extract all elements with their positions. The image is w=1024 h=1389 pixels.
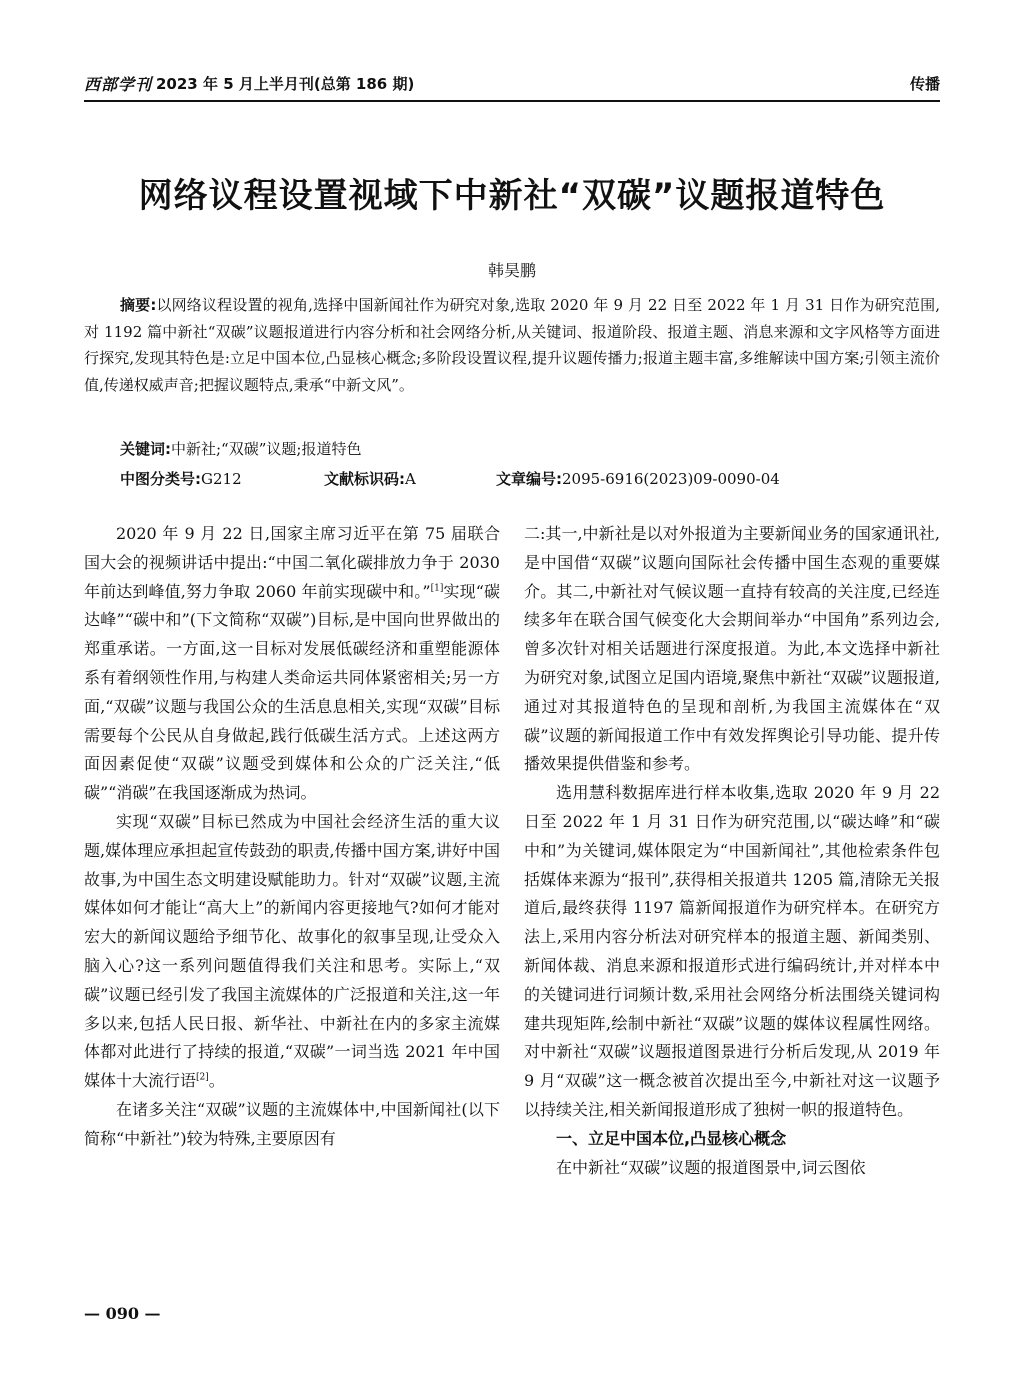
article-number [496, 468, 780, 489]
keywords-label: 关键词: [120, 440, 171, 458]
art-label: 文章编号: [496, 470, 562, 488]
journal-masthead: 西部学刊 [84, 75, 153, 94]
clc-number [120, 468, 242, 489]
citation-ref: [2] [196, 1072, 209, 1083]
paragraph: 在中新社“双碳”议题的报道图景中,词云图依 [556, 1157, 866, 1177]
paragraph [84, 808, 500, 1096]
abstract [84, 292, 940, 398]
paragraph: 选用慧科数据库进行样本收集,选取 2020 年 9 月 22 日至 2022 年 1 月 31 日作为研究范围,以“碳达峰”和“碳中和”为关键词,媒体限定为“中国新闻社”,其他检索条件包括媒体来源为“报刊”,获得相关报道共 1205 篇,清除无关报道后,最终获得 1197 篇新闻报道作为研究样本。在研究方法上,采用内容分析法对研究样本的报道主题、新闻类别、新闻体裁、消息来源和报道形式进行编码统计,并对样本中的关键词进行词频计数,采用社会网络分析法围绕关键词构建共现矩阵,绘制中新社“双碳”议题的媒体议程属性网络。对中新社“双碳”议题报道图景进行分析后发现,从 2019 年 9 月“双碳”这一概念被首次提出至今,中新社对这一议题予以持续关注,相关新闻报道形成了独树一帜的报道特色。 [524, 783, 940, 1119]
article-title: 网络议程设置视域下中新社“双碳”议题报道特色 [138, 176, 886, 216]
paragraph-text: 实现“碳达峰”“碳中和”(下文简称“双碳”)目标,是中国向世界做出的郑重承诺。一方面,这一目标对发展低碳经济和重塑能源体系有着纲领性作用,与构建人类命运共同体紧密相关;另一方面,“双碳”议题与我国公众的生活息息相关,实现“双碳”目标需要每个公民从自身做起,践行低碳生活方式。上述这两方面因素促使“双碳”议题受到媒体和公众的广泛关注,“低碳”“消碳”在我国逐渐成为热词。 [84, 581, 500, 803]
author-name: 韩昊鹏 [487, 261, 536, 280]
paragraph [84, 520, 500, 808]
clc-value: G212 [201, 470, 242, 488]
section-name: 传播 [909, 75, 940, 93]
header-rule [84, 100, 940, 102]
abstract-text: 以网络议程设置的视角,选择中国新闻社作为研究对象,选取 2020 年 9 月 22 日至 2022 年 1 月 31 日作为研究范围,对 1192 篇中新社“双碳”议题报道进行内容分析和社会网络分析,从关键词、报道阶段、报道主题、消息来源和文字风格等方面进行探究,发现其特色是:立足中国本位,凸显核心概念;多阶段设置议程,提升议题传播力;报道主题丰富,多维解读中国方案;引领主流价值,传递权威声音;把握议题特点,秉承“中新文风”。 [84, 296, 940, 394]
paragraph-text: 2020 年 9 月 22 日,国家主席习近平在第 75 届联合国大会的视频讲话中提出:“中国二氧化碳排放力争于 2030 年前达到峰值,努力争取 2060 年前实现碳中和。” [84, 524, 500, 601]
clc-label: 中图分类号: [120, 470, 201, 488]
paragraph: 在诸多关注“双碳”议题的主流媒体中,中国新闻社(以下简称“中新社”)较为特殊,主要原因有 [84, 1099, 500, 1148]
running-header [84, 70, 940, 98]
document-code [324, 468, 416, 489]
citation-ref: [1] [430, 583, 444, 594]
body-column-right [524, 520, 940, 1182]
art-value: 2095-6916(2023)09-0090-04 [562, 470, 780, 488]
doc-label: 文献标识码: [324, 470, 405, 488]
paragraph-text: 实现“双碳”目标已然成为中国社会经济生活的重大议题,媒体理应承担起宣传鼓劲的职责,传播中国方案,讲好中国故事,为中国生态文明建设赋能助力。针对“双碳”议题,主流媒体如何才能让“高大上”的新闻内容更接地气?如何才能对宏大的新闻议题给予细节化、故事化的叙事呈现,让受众入脑入心?这一系列问题值得我们关注和思考。实际上,“双碳”议题已经引发了我国主流媒体的广泛报道和关注,这一年多以来,包括人民日报、新华社、中新社在内的多家主流媒体都对此进行了持续的报道,“双碳”一词当选 2021 年中国媒体十大流行语 [84, 811, 500, 1091]
paragraph-text: 。 [208, 1071, 225, 1091]
page-number: — 090 — [84, 1304, 161, 1323]
classification-row [120, 468, 940, 492]
issue-info: 2023 年 5 月上半月刊(总第 186 期) [156, 75, 415, 93]
keywords-text: 中新社;“双碳”议题;报道特色 [171, 440, 362, 458]
abstract-label: 摘要: [120, 296, 157, 314]
paragraph: 二:其一,中新社是以对外报道为主要新闻业务的国家通讯社,是中国借“双碳”议题向国际社会传播中国生态观的重要媒介。其二,中新社对气候议题一直持有较高的关注度,已经连续多年在联合国气候变化大会期间举办“中国角”系列边会,曾多次针对相关话题进行深度报道。为此,本文选择中新社为研究对象,试图立足国内语境,聚焦中新社“双碳”议题报道,通过对其报道特色的呈现和剖析,为我国主流媒体在“双碳”议题的新闻报道工作中有效发挥舆论引导功能、提升传播效果提供借鉴和参考。 [524, 524, 940, 774]
section-heading: 一、立足中国本位,凸显核心概念 [556, 1128, 787, 1148]
doc-value: A [405, 470, 416, 488]
keywords [120, 438, 940, 459]
body-column-left [84, 520, 500, 1154]
